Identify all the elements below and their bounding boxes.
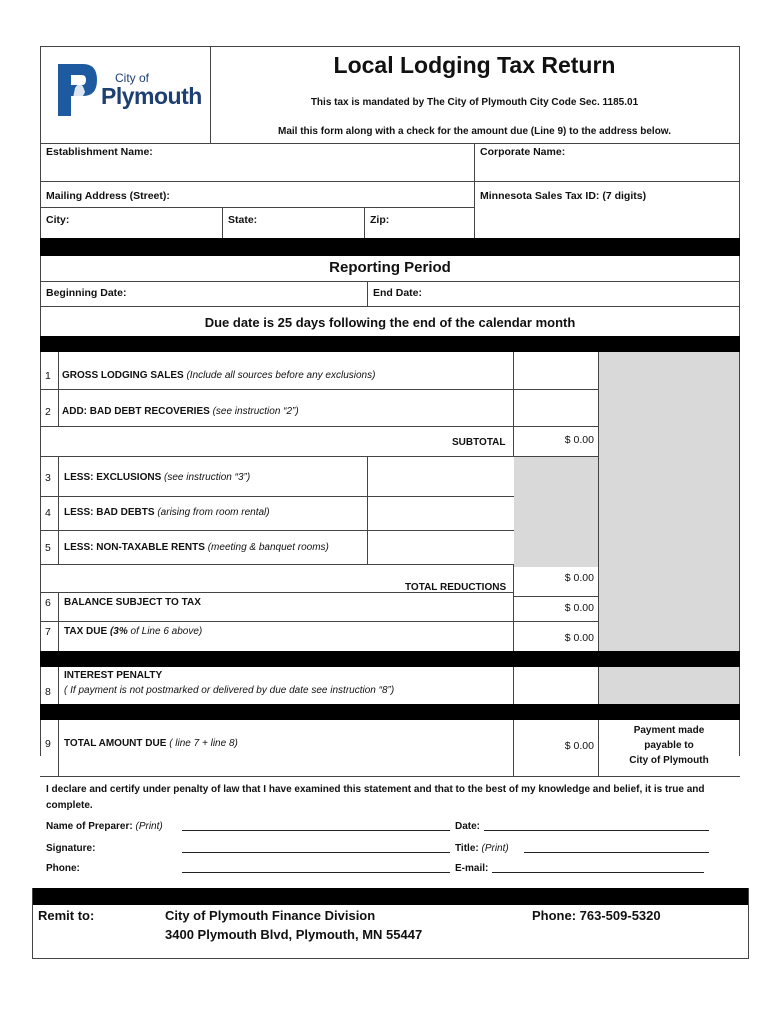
- beginning-date-label: Beginning Date:: [46, 287, 127, 299]
- mailing-address-label: Mailing Address (Street):: [46, 190, 170, 202]
- line-7-rate: (3%: [109, 626, 128, 637]
- line-7-tax-due: [64, 626, 202, 637]
- line-7-label: TAX DUE: [64, 626, 108, 637]
- line-2-bad-debt-recoveries: [62, 406, 299, 417]
- city-logo: [55, 62, 205, 122]
- line-3-note: (see instruction “3”): [164, 472, 251, 483]
- title-row: [455, 843, 509, 854]
- line-5-note: (meeting & banquet rooms): [207, 542, 329, 553]
- line-4-bad-debts: [64, 507, 270, 518]
- preparer-label: Name of Preparer:: [46, 821, 133, 832]
- remit-address: 3400 Plymouth Blvd, Plymouth, MN 55447: [165, 927, 423, 942]
- line-8-label: INTEREST PENALTY: [64, 670, 163, 681]
- total-reductions-label: TOTAL REDUCTIONS: [405, 582, 507, 593]
- line-9-value: $ 0.00: [564, 740, 594, 752]
- line-8-number: 8: [45, 686, 51, 698]
- separator-band: [40, 651, 740, 667]
- preparer-row: [46, 821, 163, 832]
- establishment-name-label: Establishment Name:: [46, 146, 153, 158]
- separator-band: [40, 704, 740, 720]
- line-8-note: ( If payment is not postmarked or delivered by due date see instruction “8”): [64, 685, 395, 696]
- end-date-label: End Date:: [373, 287, 423, 299]
- phone-field[interactable]: [182, 862, 450, 873]
- line-4-label: LESS: BAD DEBTS: [64, 507, 155, 518]
- line-6-value: $ 0.00: [564, 602, 594, 614]
- line-7-note: of Line 6 above): [130, 626, 203, 637]
- line-1-number: 1: [45, 370, 51, 382]
- logo-city-of: City of: [115, 71, 150, 85]
- line-9-number: 9: [45, 738, 51, 750]
- email-field[interactable]: [492, 862, 704, 873]
- plymouth-logo-icon: [55, 62, 99, 118]
- line-6-label: BALANCE SUBJECT TO TAX: [64, 597, 201, 608]
- preparer-name-field[interactable]: [182, 820, 450, 831]
- line-2-label: ADD: BAD DEBT RECOVERIES: [62, 406, 210, 417]
- reporting-period-title: Reporting Period: [329, 259, 451, 276]
- mail-instruction: Mail this form along with a check for the amount due (Line 9) to the address below.: [277, 126, 671, 137]
- line-3-number: 3: [45, 472, 51, 484]
- payable-line-2: payable to: [644, 740, 694, 751]
- line-5-label: LESS: NON-TAXABLE RENTS: [64, 542, 205, 553]
- title-label: Title:: [455, 843, 479, 854]
- line-7-number: 7: [45, 626, 51, 638]
- line-6-number: 6: [45, 597, 51, 609]
- corporate-name-label: Corporate Name:: [480, 146, 566, 158]
- line-1-note: (Include all sources before any exclusions): [186, 370, 376, 381]
- declaration-text: I declare and certify under penalty of law that I have examined this statement and that to the best of my knowledge and belief, it is true and complete.: [46, 784, 705, 811]
- remit-label: Remit to:: [38, 908, 95, 923]
- line-9-note: ( line 7 + line 8): [169, 738, 238, 749]
- line-5-non-taxable-rents: [64, 542, 329, 553]
- due-date-note: Due date is 25 days following the end of the calendar month: [204, 315, 576, 330]
- city-label: City:: [46, 214, 70, 226]
- form-title: Local Lodging Tax Return: [333, 52, 616, 78]
- payable-note: [599, 723, 739, 768]
- title-field[interactable]: [524, 842, 709, 853]
- logo-city-name: Plymouth: [101, 83, 202, 109]
- line-2-note: (see instruction “2”): [212, 406, 299, 417]
- line-7-value: $ 0.00: [564, 632, 594, 644]
- remit-phone: Phone: 763-509-5320: [532, 908, 661, 923]
- line-4-number: 4: [45, 507, 51, 519]
- date-field[interactable]: [484, 820, 709, 831]
- line-3-label: LESS: EXCLUSIONS: [64, 472, 162, 483]
- phone-label: Phone:: [46, 863, 80, 874]
- line-3-exclusions: [64, 472, 250, 483]
- remit-org: City of Plymouth Finance Division: [165, 908, 376, 923]
- preparer-print-hint: (Print): [135, 821, 163, 832]
- line-1-label: GROSS LODGING SALES: [62, 370, 184, 381]
- line-2-number: 2: [45, 406, 51, 418]
- state-label: State:: [228, 214, 258, 226]
- remit-header-band: [32, 888, 749, 905]
- subtotal-value: $ 0.00: [564, 434, 594, 446]
- title-print-hint: (Print): [481, 843, 509, 854]
- line-4-note: (arising from room rental): [157, 507, 270, 518]
- total-reductions-value: $ 0.00: [564, 572, 594, 584]
- email-label: E-mail:: [455, 863, 489, 874]
- payable-line-1: Payment made: [633, 725, 705, 736]
- tax-mandate: This tax is mandated by The City of Plymouth City Code Sec. 1185.01: [310, 97, 639, 108]
- payable-line-3: City of Plymouth: [629, 755, 709, 766]
- sales-tax-id-label: Minnesota Sales Tax ID: (7 digits): [480, 190, 647, 202]
- date-label: Date:: [455, 821, 481, 832]
- line-9-total-amount-due: [64, 738, 238, 749]
- separator-band: [40, 336, 740, 352]
- subtotal-label: SUBTOTAL: [452, 437, 506, 448]
- separator-band: [40, 238, 740, 256]
- zip-label: Zip:: [370, 214, 390, 226]
- line-1-gross-lodging-sales: [62, 370, 375, 381]
- signature-label: Signature:: [46, 843, 96, 854]
- line-5-number: 5: [45, 542, 51, 554]
- signature-field[interactable]: [182, 842, 450, 853]
- line-9-label: TOTAL AMOUNT DUE: [64, 738, 167, 749]
